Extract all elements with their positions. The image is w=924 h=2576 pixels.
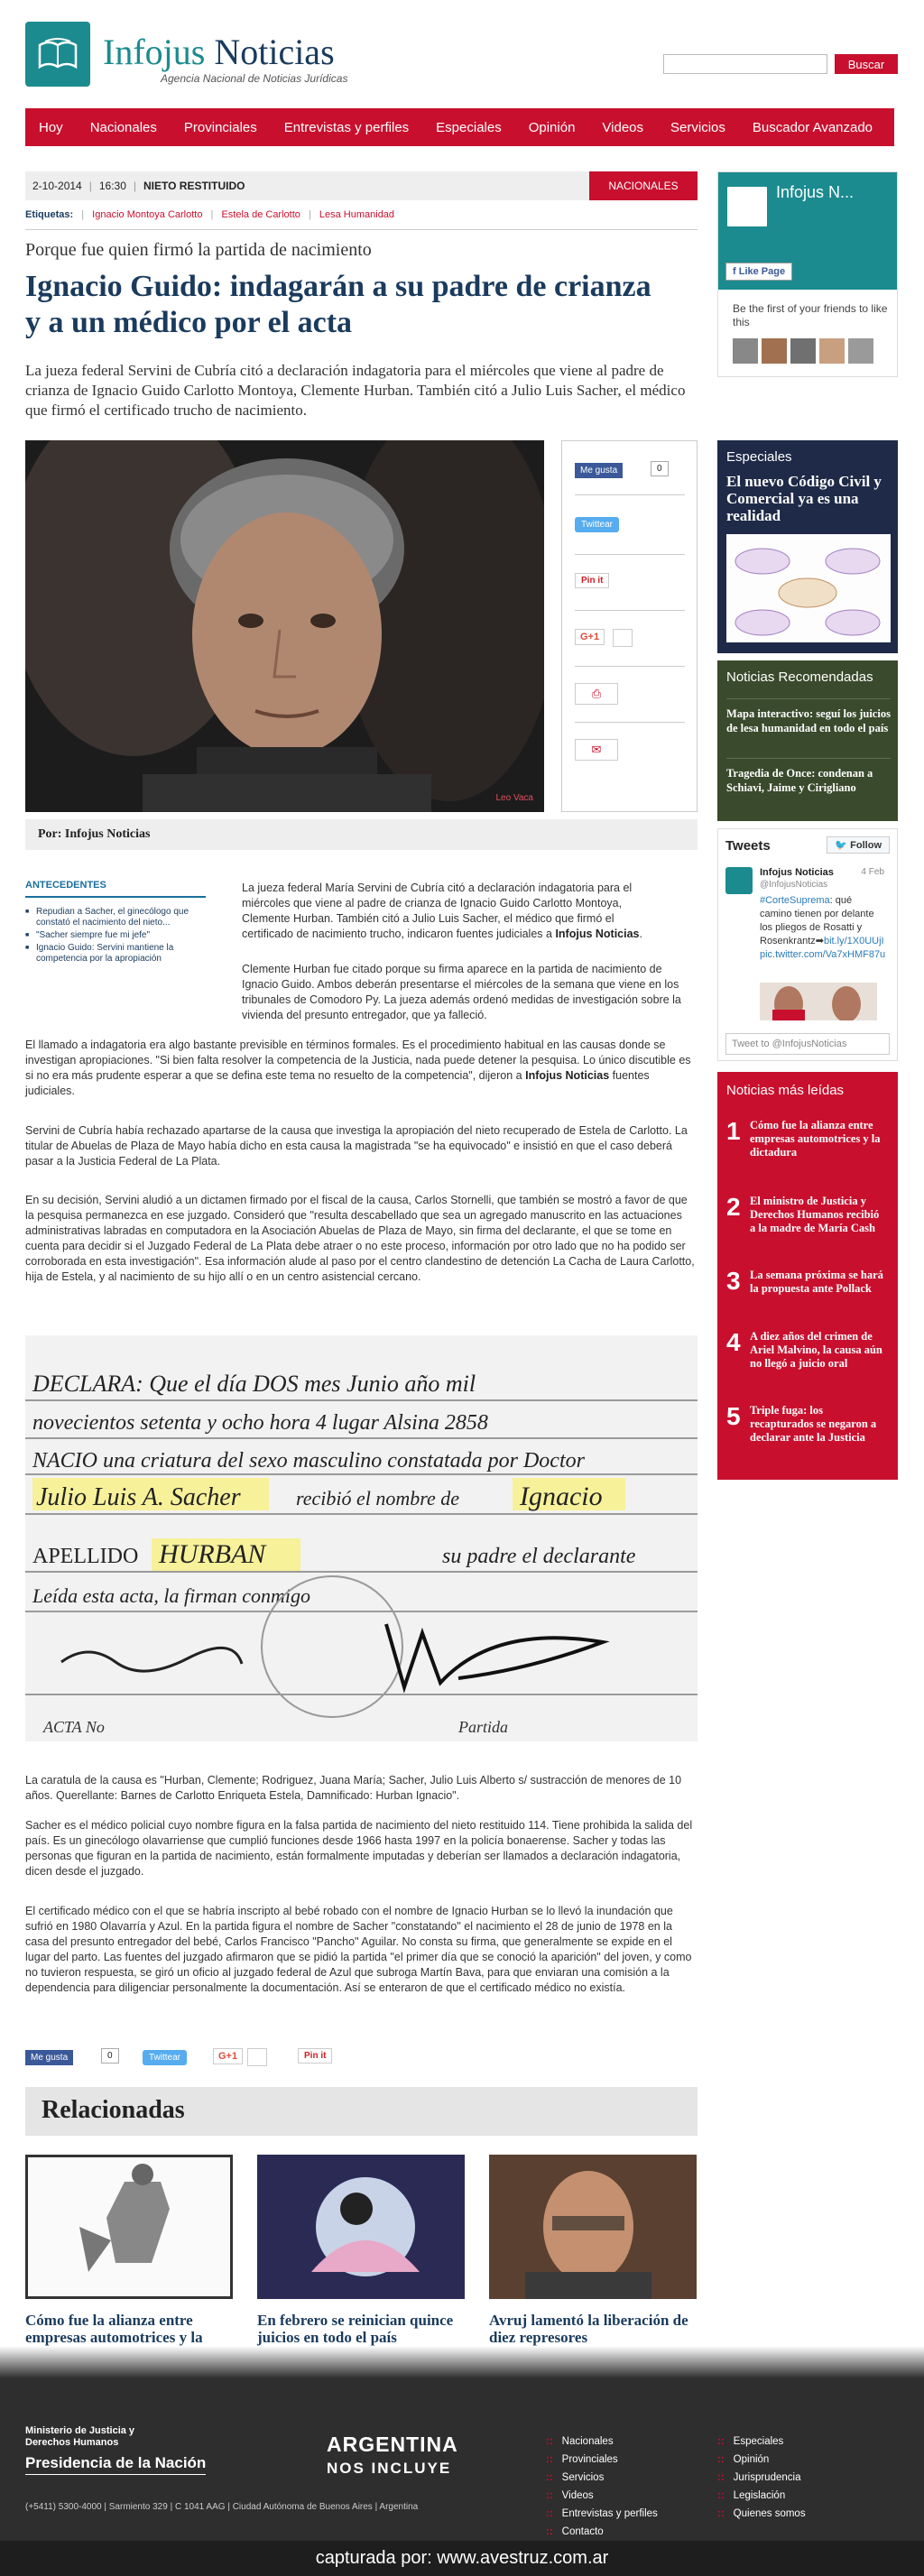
body-paragraph: El llamado a indagatoria era algo bastante previsible en términos formales. Es el procedimiento habitual en las causas donde se investigan apropiaciones. "Si bien falta resolver la competencia de la Justicia, nada puede detener la pesquisa. Lo único discutible es si no era más prudente esperar a que se defina este tema no resuelto de la competencia", dijeron a Infojus Noticias fuentes judiciales.	[25, 1039, 691, 1097]
mas-leidas-label: Noticias más leídas	[726, 1083, 845, 1098]
logo-emblem	[25, 22, 90, 87]
facebook-page-title[interactable]: Infojus N...	[776, 183, 855, 201]
search-button[interactable]: Buscar	[835, 54, 898, 74]
tags-row: Etiquetas: | Ignacio Montoya Carlotto | Estela de Carlotto | Lesa Humanidad	[25, 209, 395, 220]
share-email	[575, 725, 685, 779]
nav-item-opinion[interactable]: Opinión	[528, 119, 576, 135]
document-line: Ignacio	[520, 1482, 603, 1511]
nav-item-provinciales[interactable]: Provinciales	[183, 119, 257, 135]
section-badge[interactable]: NACIONALES	[589, 171, 698, 200]
google-plus-count	[247, 2048, 267, 2066]
facebook-like-button[interactable]: Me gusta	[575, 463, 623, 478]
facebook-page-widget	[717, 171, 898, 377]
antecedente-link[interactable]: ■ "Sacher siempre fue mi jefe"	[25, 930, 206, 941]
facebook-like-page-button[interactable]: f Like Page	[725, 263, 792, 281]
document-line: APELLIDO	[32, 1545, 139, 1568]
mas-leida-title[interactable]: Cómo fue la alianza entre empresas automotrices y la dictadura	[750, 1119, 881, 1159]
facebook-friends-text: Be the first of your friends to like this	[733, 302, 888, 328]
footer-link[interactable]: :: Provinciales	[546, 2451, 658, 2469]
facebook-like-button[interactable]: Me gusta	[25, 2050, 73, 2065]
footer-link[interactable]: :: Opinión	[717, 2451, 806, 2469]
book-icon	[38, 38, 78, 70]
facebook-like-count: 0	[651, 461, 669, 476]
article-lead: La jueza federal Servini de Cubría citó a declaración indagatoria para el miércoles que viene al padre de crianza de Ignacio Guido Carlotto Montoya, Clemente Hurban. También citó a Julio Luis Sacher, el médico que firmó el certificado trucho de nacimiento.	[25, 362, 686, 419]
footer-links-col1	[546, 2433, 658, 2541]
antecedentes-title: ANTECEDENTES	[25, 880, 206, 898]
document-line: ACTA No	[43, 1718, 105, 1736]
document-line: Leída esta acta, la firman conmigo	[32, 1584, 310, 1607]
tweet-button[interactable]: Twittear	[575, 517, 619, 532]
document-line: Julio Luis A. Sacher	[36, 1483, 241, 1511]
recomendada-link[interactable]: Tragedia de Once: condenan a Schiavi, Jaime y Cirigliano	[726, 758, 891, 795]
footer-link[interactable]: :: Jurisprudencia	[717, 2469, 806, 2487]
footer-link[interactable]: :: Entrevistas y perfiles	[546, 2505, 658, 2523]
mas-leida-title[interactable]: A diez años del crimen de Ariel Malvino, la causa aún no llegó a juicio oral	[750, 1330, 882, 1370]
related-image[interactable]	[25, 2155, 233, 2299]
related-title[interactable]: En febrero se reinician quince juicios en todo el país	[257, 2312, 454, 2346]
nav-item-servicios[interactable]: Servicios	[670, 119, 725, 135]
mas-leida-title[interactable]: Triple fuga: los recapturados se negaron a declarar ante la Justicia	[750, 1404, 877, 1444]
body-paragraph: Sacher es el médico policial cuyo nombre figura en la falsa partida de nacimiento del nieto restituido 114. Tiene prohibida la salida del país. Es un ginecólogo olavarriense que cumplió funciones desde 1966 hasta 1997 en la policía bonaerense. Sacher y todas las personas que figuran en la partida de nacimiento, están formalmente imputadas y deberían ser llamados a declaración indagatoria, dicen desde el juzgado.	[25, 1819, 693, 1878]
site-logo[interactable]	[25, 22, 386, 90]
related-card[interactable]	[25, 2155, 233, 2363]
mas-leida-title[interactable]: El ministro de Justicia y Derechos Humanos recibió a la madre de María Cash	[750, 1195, 880, 1234]
tags-label: Etiquetas:	[25, 209, 74, 220]
avatar	[848, 338, 873, 364]
avatar	[733, 338, 758, 364]
article-date: 2-10-2014	[32, 180, 82, 192]
footer-link[interactable]: :: Videos	[546, 2487, 658, 2505]
antecedentes-box	[25, 880, 206, 966]
recomendadas-label: Noticias Recomendadas	[726, 669, 873, 685]
tweet-compose-input[interactable]: Tweet to @InfojusNoticias	[725, 1033, 890, 1055]
especiales-label: Especiales	[726, 449, 792, 465]
share-pinterest	[575, 557, 685, 611]
google-plus-count	[613, 629, 633, 647]
nav-item-entrevistas[interactable]: Entrevistas y perfiles	[283, 119, 410, 135]
footer-ministerio: Ministerio de Justicia y Derechos Humanos	[25, 2425, 135, 2448]
avatar[interactable]	[725, 867, 753, 894]
facebook-icon: f	[733, 266, 739, 277]
logo-wordmark: Infojus Noticias	[103, 32, 335, 72]
footer-address: (+5411) 5300-4000 | Sarmiento 329 | C 1041 AAG | Ciudad Autónoma de Buenos Aires | Argentina	[25, 2502, 419, 2512]
tweet-media[interactable]	[760, 983, 877, 1020]
related-card[interactable]	[257, 2155, 465, 2346]
footer-fade	[0, 2346, 924, 2378]
article-topic: NIETO RESTITUIDO	[143, 180, 245, 192]
especiales-image[interactable]	[726, 534, 891, 642]
share-facebook	[575, 441, 685, 495]
related-title[interactable]: Cómo fue la alianza entre empresas automotrices y la	[25, 2312, 203, 2346]
rank-number: 4	[726, 1328, 741, 1356]
antecedente-link[interactable]: ■ Ignacio Guido: Servini mantiene la competencia por la apropiación	[25, 943, 206, 965]
email-icon[interactable]: ✉	[575, 739, 618, 761]
rank-number: 2	[726, 1193, 741, 1221]
body-paragraph: Servini de Cubría había rechazado apartarse de la causa que investiga la apropiación del nieto recuperado de Estela de Carlotto. La titular de Abuelas de Plaza de Mayo había dicho en esta causa la magistrada "se ha equivocado" e insistió en que el caso deberá pasar a la Justicia Federal de La Plata.	[25, 1124, 688, 1168]
tweet-button[interactable]: Twittear	[143, 2050, 187, 2065]
related-heading: Relacionadas	[25, 2087, 698, 2136]
tweet-author-handle[interactable]: @InfojusNoticias	[760, 880, 828, 890]
share-googleplus	[575, 613, 685, 667]
divider	[25, 229, 698, 230]
capture-watermark: capturada por: www.avestruz.com.ar	[0, 2541, 924, 2576]
google-plus-button[interactable]: G+1	[213, 2048, 243, 2064]
footer-link[interactable]: :: Legislación	[717, 2487, 806, 2505]
footer-link[interactable]: :: Servicios	[546, 2469, 658, 2487]
avatar	[790, 338, 816, 364]
recomendada-link[interactable]: Mapa interactivo: seguí los juicios de lesa humanidad en todo el país	[726, 698, 891, 735]
nav-item-hoy[interactable]: Hoy	[39, 119, 63, 135]
document-line: HURBAN	[159, 1539, 266, 1569]
document-line: DECLARA: Que el día DOS mes Junio año mil	[32, 1371, 476, 1397]
facebook-cover[interactable]	[718, 172, 897, 290]
facebook-page-logo	[725, 185, 769, 228]
footer-link[interactable]: :: Nacionales	[546, 2433, 658, 2451]
tag-link[interactable]: Lesa Humanidad	[319, 209, 395, 220]
tweet-link[interactable]: bit.ly/1X0UUjI pic.twitter.com/Va7xHMF87u	[760, 936, 886, 960]
rank-number: 1	[726, 1117, 741, 1145]
main-nav	[25, 108, 894, 146]
hashtag-link[interactable]: #CorteSuprema	[760, 895, 830, 906]
related-image[interactable]	[257, 2155, 465, 2299]
document-line: Partida	[458, 1718, 509, 1736]
footer-presidencia[interactable]: Presidencia de la Nación	[25, 2454, 206, 2475]
footer-argentina-logo: ARGENTINA	[327, 2433, 458, 2456]
google-plus-button[interactable]: G+1	[575, 629, 605, 645]
site-footer	[0, 2378, 924, 2541]
article-kicker: Porque fue quien firmó la partida de nacimiento	[25, 240, 372, 260]
rank-number: 3	[726, 1267, 741, 1295]
birth-certificate-image	[25, 1335, 698, 1741]
bottom-share-bar	[25, 2048, 698, 2068]
share-print	[575, 669, 685, 723]
related-image[interactable]	[489, 2155, 697, 2299]
document-line: NACIO una criatura del sexo masculino constatada por Doctor	[32, 1449, 585, 1473]
body-paragraph: Clemente Hurban fue citado porque su firma aparece en la partida de nacimiento de Ignacio Guido. Ambos deberán presentarse el miércoles de la semana que viene en los tribunales de Comodoro Py. La jueza además ordenó medidas de investigación sobre la vivienda del presunto entregador, que ya falleció.	[242, 963, 681, 1021]
site-header	[0, 0, 924, 106]
tweets-title: Tweets	[725, 838, 771, 854]
nav-item-buscador[interactable]: Buscador Avanzado	[752, 119, 873, 135]
photo-credit: Leo Vaca	[495, 793, 533, 803]
footer-links-col2	[717, 2433, 806, 2523]
nav-item-nacionales[interactable]: Nacionales	[89, 119, 157, 135]
footer-incluye-logo: NOS INCLUYE	[327, 2460, 452, 2477]
document-line: recibió el nombre de	[296, 1487, 460, 1510]
body-paragraph: La caratula de la causa es "Hurban, Clemente; Rodriguez, Juana María; Sacher, Julio Luis Alberto s/ sustracción de menores de 10 años. Querellante: Barnes de Carlotto Enriqueta Estela, Damnificado: Hurban Ignacio".	[25, 1774, 682, 1802]
facebook-like-count: 0	[101, 2048, 119, 2064]
related-card[interactable]	[489, 2155, 697, 2346]
antecedente-link[interactable]: ■ Repudian a Sacher, el ginecólogo que constató el nacimiento del nieto...	[25, 907, 206, 928]
footer-link[interactable]: :: Quienes somos	[717, 2505, 806, 2523]
body-paragraph: El certificado médico con el que se habría inscripto al bebé robado con el nombre de Ignacio Hurban se lo llevó la inundación que sufrió en 1980 Olavarría y Azul. En la partida figura el nombre de Sacher "constatando" el nacimiento el 28 de junio de 1978 en la casa del presunto entregador del bebé, Carlos Francisco "Pancho" Aguilar. No consta su firma, que generalmente se expide en el lugar del parto. Las fuentes del juzgado afirmaron que se pidió la partida "el primer día que se conoció la aparición" del joven, y como no tuvieron respuesta, se giró un oficio al juzgado federal de Azul que subroga Martín Bava, para que enviaran una comisión a la dependencia para diligenciar personalmente la documentación. Así se enteraron de que el certificado médico no existía.	[25, 1905, 692, 1994]
article-byline: Por: Infojus Noticias	[25, 819, 698, 850]
article-headline: Ignacio Guido: indagarán a su padre de crianza y a un médico por el acta	[25, 270, 651, 339]
mas-leida-title[interactable]: La semana próxima se hará la propuesta ante Pollack	[750, 1269, 883, 1295]
twitter-follow-button[interactable]: 🐦 Follow	[827, 836, 890, 854]
related-title[interactable]: Avruj lamentó la liberación de diez represores	[489, 2312, 688, 2346]
article-time: 16:30	[98, 180, 126, 192]
tweet-author-name[interactable]: Infojus Noticias	[760, 867, 834, 878]
document-line: su padre el declarante	[442, 1545, 636, 1568]
logo-subtitle: Agencia Nacional de Noticias Jurídicas	[161, 72, 348, 85]
twitter-widget	[717, 828, 898, 1061]
share-column	[561, 440, 698, 812]
tweet-date[interactable]: 4 Feb	[861, 867, 884, 877]
document-line: novecientos setenta y ocho hora 4 lugar Alsina 2858	[32, 1411, 488, 1435]
footer-link[interactable]: :: Especiales	[717, 2433, 806, 2451]
article-meta-bar: 2-10-2014 | 16:30 | NIETO RESTITUIDO NACIONALES	[25, 171, 698, 200]
especiales-title[interactable]: El nuevo Código Civil y Comercial ya es una realidad	[726, 473, 882, 524]
avatar	[762, 338, 787, 364]
recomendadas-widget	[717, 660, 898, 821]
pin-it-button[interactable]: Pin it	[575, 573, 609, 588]
body-paragraph: La jueza federal María Servini de Cubría citó a declaración indagatoria para el miércoles que viene al padre de crianza de Ignacio Guido Carlotto Montoya, Clemente Hurban. También citó a Julio Luis Sacher, el médico que firmó el certificado de nacimiento trucho, indicaron fuentes judiciales a Infojus Noticias.	[242, 882, 642, 940]
footer-link[interactable]: :: Contacto	[546, 2523, 658, 2541]
share-twitter	[575, 501, 685, 555]
search-input[interactable]	[663, 54, 827, 74]
pin-it-button[interactable]: Pin it	[298, 2048, 332, 2064]
portrait-image	[25, 440, 544, 812]
article-photo	[25, 440, 544, 812]
tag-link[interactable]: Ignacio Montoya Carlotto	[92, 209, 203, 220]
especiales-widget[interactable]	[717, 440, 898, 653]
twitter-bird-icon: 🐦	[835, 840, 851, 851]
nav-item-especiales[interactable]: Especiales	[436, 119, 502, 135]
body-paragraph: En su decisión, Servini aludió a un dictamen firmado por el fiscal de la causa, Carlos Stornelli, que también se mostró a favor de que la pesquisa permanezca en ese juzgado. Consideró que "resulta descabellado que sea un agregado manuscrito en las actuaciones administrativas labradas en computadora en la Asociación Abuelas de Plaza de Mayo, sin firma del declarante, el que se tome en cuenta para decidir si el Juzgado Federal de La Plata debe atraer o no este proceso, información por otro lado que no ha podido ser corroborada en esta investigación". Esa información alude al paso por el centro clandestino de detención La Cacha de Laura Carlotto, hija de Estela, y al nacimiento de su hijo allí o en un centro asistencial cercano.	[25, 1194, 695, 1283]
nav-item-videos[interactable]: Videos	[602, 119, 644, 135]
tag-link[interactable]: Estela de Carlotto	[221, 209, 300, 220]
avatar	[819, 338, 845, 364]
mas-leidas-widget	[717, 1072, 898, 1480]
print-icon[interactable]: ⎙	[575, 683, 618, 705]
rank-number: 5	[726, 1402, 741, 1430]
tweet-text: #CorteSuprema: qué camino tienen por delante los pliegos de Rosatti y Rosenkrantz➡bit.ly/1X0UUjI pic.twitter.com/Va7xHMF87u	[760, 895, 886, 960]
